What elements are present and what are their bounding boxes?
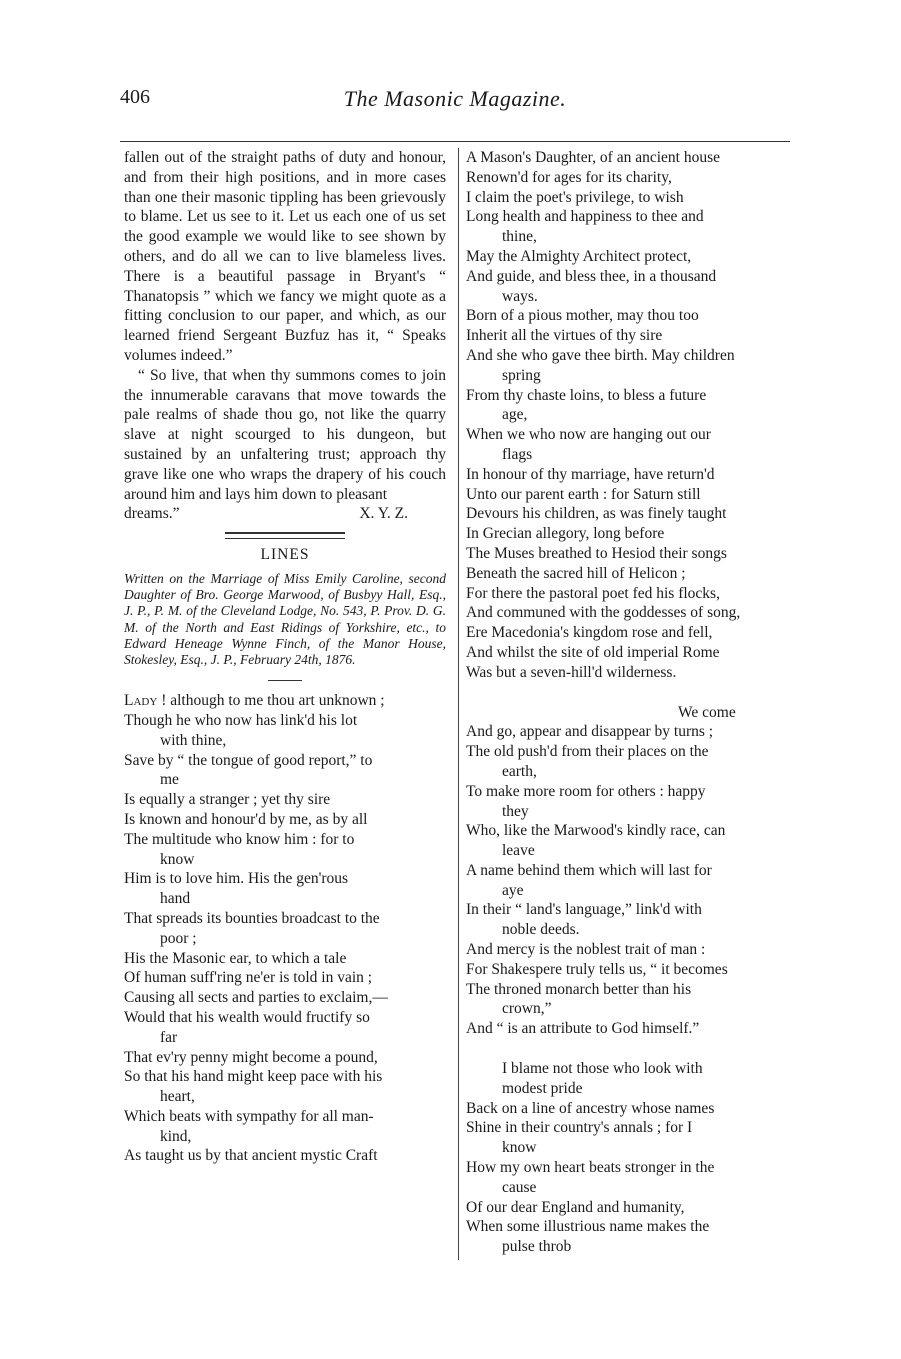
verse-continuation: cause (502, 1178, 537, 1196)
verse-continuation: pulse throb (502, 1238, 572, 1256)
verse-line: The Muses breathed to Hesiod their songs (466, 544, 727, 562)
verse-line: I claim the poet's privilege, to wish (466, 188, 684, 206)
verse-line: When we who now are hanging out our (466, 426, 711, 444)
verse-line: Unto our parent earth : for Saturn still (466, 485, 701, 503)
verse-line: Inherit all the virtues of thy sire (466, 327, 663, 345)
verse-line: Though he who now has link'd his lot (124, 711, 358, 729)
verse-continuation: ways. (502, 287, 538, 305)
verse-line: Who, like the Marwood's kindly race, can (466, 822, 726, 840)
verse-continuation: earth, (502, 762, 537, 780)
verse-line: Long health and happiness to thee and (466, 208, 704, 226)
verse-continuation: far (160, 1028, 178, 1046)
verse-line: Renown'd for ages for its charity, (466, 168, 672, 186)
verse-line: Beneath the sacred hill of Helicon ; (466, 564, 686, 582)
sign-off-text: dreams.” (124, 505, 180, 523)
column-divider (458, 148, 459, 1260)
verse-line: In their “ land's language,” link'd with (466, 901, 702, 919)
verse-line: May the Almighty Architect protect, (466, 247, 692, 265)
verse-continuation: spring (502, 366, 541, 384)
verse-continuation: noble deeds. (502, 921, 580, 939)
page-number: 406 (120, 86, 150, 108)
verse-line: How my own heart beats stronger in the (466, 1159, 715, 1177)
verse-continuation: with thine, (160, 731, 227, 749)
poem-verse-right-1 (466, 148, 788, 683)
verse-line: From thy chaste loins, to bless a future (466, 386, 707, 404)
poem-heading: LINES (260, 546, 310, 564)
verse-line: And she who gave thee birth. May children (466, 346, 735, 364)
left-column (124, 148, 446, 1166)
verse-line: A name behind them which will last for (466, 861, 712, 879)
verse-line: Of our dear England and humanity, (466, 1198, 685, 1216)
verse-line: And go, appear and disappear by turns ; (466, 723, 714, 741)
verse-line: When some illustrious name makes the (466, 1218, 710, 1236)
verse-line: The multitude who know him : for to (124, 830, 355, 848)
verse-continuation: heart, (160, 1088, 195, 1106)
verse-line (124, 691, 446, 711)
section-separator (225, 532, 345, 539)
verse-line: In honour of thy marriage, have return'd (466, 465, 715, 483)
verse-lines (124, 711, 446, 1166)
verse-line: Devours his children, as was finely taught (466, 505, 727, 523)
verse-line: Him is to love him. His the gen'rous (124, 870, 349, 888)
verse-line: Which beats with sympathy for all man- (124, 1107, 374, 1125)
verse-lead: We come (678, 703, 736, 721)
verse-line: Save by “ the tongue of good report,” to (124, 751, 373, 769)
verse-line: For Shakespere truly tells us, “ it becomes (466, 960, 728, 978)
verse-continuation: modest pride (502, 1079, 583, 1097)
verse-line: A Mason's Daughter, of an ancient house (466, 149, 720, 166)
verse-line: Ere Macedonia's kingdom rose and fell, (466, 624, 713, 642)
verse-line: That ev'ry penny might become a pound, (124, 1048, 378, 1066)
verse-line: To make more room for others : happy (466, 782, 706, 800)
verse-continuation: know (160, 850, 195, 868)
verse-line: Is equally a stranger ; yet thy sire (124, 791, 331, 809)
stanza-gap (466, 683, 788, 703)
signature: X. Y. Z. (359, 505, 408, 523)
running-title: The Masonic Magazine. (343, 86, 567, 111)
verse-continuation: leave (502, 842, 535, 860)
verse-line: Causing all sects and parties to exclaim,— (124, 989, 388, 1007)
poem-verse-right-2 (466, 722, 788, 1039)
poem-verse-right-3 (466, 1099, 788, 1257)
verse-line: Was but a seven-hill'd wilderness. (466, 663, 677, 681)
verse-line: For there the pastoral poet fed his flocks, (466, 584, 720, 602)
verse-line: Shine in their country's annals ; for I (466, 1119, 693, 1137)
header-rule (120, 141, 790, 142)
verse-line-rest: ! although to me thou art unknown ; (157, 692, 385, 710)
verse-line: And guide, and bless thee, in a thousand (466, 267, 717, 285)
poem-verse-left (124, 691, 446, 1166)
verse-line: The throned monarch better than his (466, 980, 692, 998)
verse-continuation: they (502, 802, 529, 820)
verse-continuation: me (160, 771, 179, 789)
verse-line: Would that his wealth would fructify so (124, 1008, 370, 1026)
prose-paragraph (124, 366, 446, 505)
prose-paragraph: fallen out of the straight paths of duty and honour, and from their high positions, and in more cases than one their masonic tippling has been grievously to blame. Let us see to it. Let us each one of us set the good example we would like to see shown by others, and do all we can to live blameless lives. There is a beautiful passage in Bryant's “ Thanatopsis ” which we fancy we might quote as a fitting conclusion to our paper, and which, as our learned friend Sergeant Buzfuz has it, “ Speaks volumes indeed.” (124, 149, 446, 364)
verse-continuation: thine, (502, 228, 537, 246)
verse-line: Back on a line of ancestry whose names (466, 1099, 715, 1117)
verse-line: Born of a pious mother, may thou too (466, 307, 699, 325)
poem-subtitle: Written on the Marriage of Miss Emily Caroline, second Daughter of Bro. George Marwood, of Busbyy Hall, Esq., J. P., P. M. of the Cleveland Lodge, No. 543, P. Prov. D. G. M. of the North and East Ridings of Yorkshire, etc., to Edward Heneage Wynne Finch, of the Manor House, Stokesley, Esq., J. P., February 24th, 1876. (124, 570, 446, 667)
verse-line: In Grecian allegory, long before (466, 525, 665, 543)
verse-line: That spreads its bounties broadcast to the (124, 909, 380, 927)
verse-continuation: poor ; (160, 929, 197, 947)
stanza-gap (466, 1039, 788, 1059)
verse-line: Is known and honour'd by me, as by all (124, 810, 368, 828)
verse-continuation: flags (502, 445, 533, 463)
verse-line: So that his hand might keep pace with his (124, 1068, 383, 1086)
right-column (466, 148, 788, 1257)
verse-continuation: aye (502, 881, 524, 899)
verse-lead: I blame not those who look with (502, 1060, 703, 1078)
verse-continuation: kind, (160, 1127, 192, 1145)
verse-line: And communed with the goddesses of song, (466, 604, 741, 622)
verse-continuation: crown,” (502, 1000, 552, 1018)
quote-text: “ So live, that when thy summons comes to join the innumerable caravans that move towards the pale realms of shade thou go, not like the quarry slave at night scourged to his dungeon, but sustained by an unfaltering trust; approach thy grave like one who wraps the drapery of his couch around him and lays him down to pleasant (124, 366, 446, 503)
verse-line: And “ is an attribute to God himself.” (466, 1020, 700, 1038)
verse-line: As taught us by that ancient mystic Craft (124, 1147, 378, 1165)
drop-word: Lady (124, 692, 158, 710)
page-header (120, 86, 790, 126)
verse-continuation: hand (160, 890, 191, 908)
verse-continuation: age, (502, 406, 528, 424)
verse-line: And whilst the site of old imperial Rome (466, 643, 720, 661)
verse-line: The old push'd from their places on the (466, 743, 709, 761)
verse-line: His the Masonic ear, to which a tale (124, 949, 347, 967)
verse-line: Of human suff'ring ne'er is told in vain ; (124, 969, 373, 987)
verse-continuation: know (502, 1139, 537, 1157)
small-separator (268, 680, 302, 681)
sign-off (124, 504, 446, 524)
verse-line: And mercy is the noblest trait of man : (466, 941, 706, 959)
